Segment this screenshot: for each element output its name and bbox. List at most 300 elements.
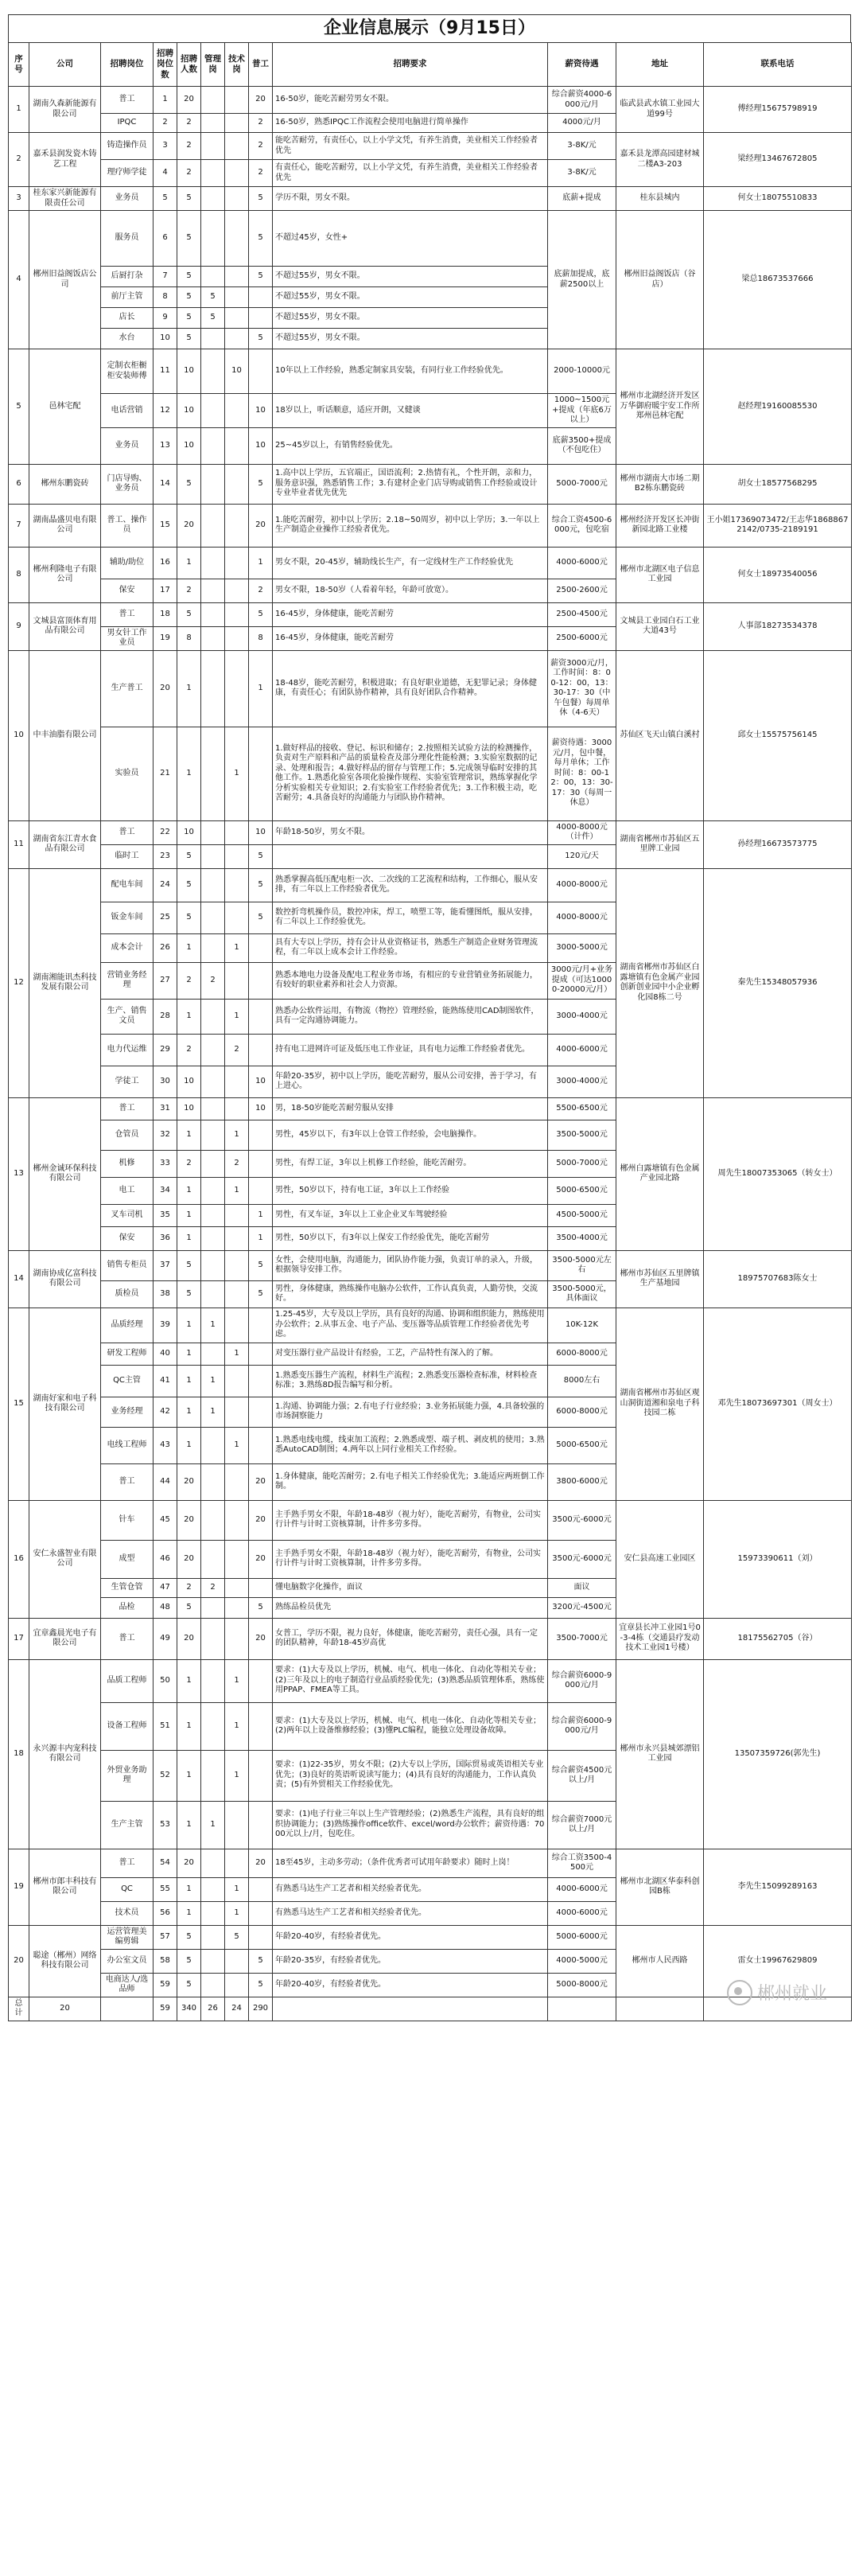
company-name: 郴州市郎丰科技有限公司 — [29, 1849, 101, 1925]
job-index: 58 — [154, 1949, 177, 1973]
worker-count: 5 — [249, 602, 273, 626]
tech-count — [225, 1066, 249, 1097]
hire-count: 1 — [177, 1901, 201, 1925]
worker-count: 5 — [249, 1973, 273, 1997]
tech-count: 1 — [225, 1702, 249, 1750]
tech-count — [225, 844, 249, 868]
management-count: 1 — [201, 1397, 225, 1427]
hire-count: 20 — [177, 504, 201, 547]
tech-count — [225, 464, 249, 504]
tech-count — [225, 267, 249, 287]
address: 湖南省郴州市苏仙区观山洞街道湘和泉电子科技园二栋 — [616, 1307, 704, 1500]
job-index: 11 — [154, 349, 177, 394]
management-count — [201, 394, 225, 428]
hire-count: 2 — [177, 1150, 201, 1177]
table-body — [9, 87, 852, 2021]
table-row — [9, 1997, 852, 2021]
job-title: 办公室文员 — [101, 1949, 154, 1973]
address: 苏仙区飞天山镇白溪村 — [616, 650, 704, 820]
tech-count — [225, 650, 249, 727]
management-count — [201, 727, 225, 820]
tech-count — [225, 187, 249, 211]
management-count — [201, 1973, 225, 1997]
salary-cell: 3000-5000元 — [548, 933, 616, 962]
hire-count: 5 — [177, 287, 201, 308]
job-title: 品质经理 — [101, 1307, 154, 1343]
requirements: 16-50岁，熟悉IPQC工作流程会使用电脑进行简单操作 — [273, 114, 548, 133]
worker-count — [249, 1307, 273, 1343]
job-index: 35 — [154, 1204, 177, 1226]
wechat-logo-icon — [727, 1980, 752, 2005]
table-row — [9, 1849, 852, 1877]
tech-count — [225, 1597, 249, 1618]
worker-count: 2 — [249, 114, 273, 133]
worker-count: 20 — [249, 1618, 273, 1659]
salary-cell: 4000-8000元 — [548, 868, 616, 902]
contact-phone: 胡女士18577568295 — [704, 464, 852, 504]
job-index: 22 — [154, 820, 177, 844]
contact-phone: 赵经理19160085530 — [704, 349, 852, 465]
management-count — [201, 87, 225, 114]
job-title: 营销业务经理 — [101, 962, 154, 999]
tech-count: 1 — [225, 1877, 249, 1901]
table-row — [9, 1925, 852, 1949]
management-count — [201, 133, 225, 160]
worker-count: 10 — [249, 394, 273, 428]
management-count — [201, 1925, 225, 1949]
management-count — [201, 602, 225, 626]
requirements: 1.高中以上学历，五官端正，国语流利；2.热情有礼，个性开朗，亲和力，服务意识强，熟悉销售工作；3.有建材企业门店导购或销售工作经验或设计专业毕业者优先优先 — [273, 464, 548, 504]
job-title: 电工 — [101, 1177, 154, 1204]
requirements: 16-45岁，身体健康，能吃苦耐劳 — [273, 602, 548, 626]
hire-count: 1 — [177, 1702, 201, 1750]
requirements: 具有大专以上学历，持有会计从业资格证书，熟悉生产制造企业财务管理流程，有二年以上成本会计工作经验。 — [273, 933, 548, 962]
row-number: 3 — [9, 187, 29, 211]
hire-count: 5 — [177, 868, 201, 902]
company-name: 郴州利隆电子有限公司 — [29, 547, 101, 602]
watermark — [727, 1980, 827, 2005]
address: 郴州市北湖区华泰科创园B栋 — [616, 1849, 704, 1925]
job-index: 34 — [154, 1177, 177, 1204]
company-name: 湖南好家和电子科技有限公司 — [29, 1307, 101, 1500]
row-number: 4 — [9, 211, 29, 349]
address: 桂东县城内 — [616, 187, 704, 211]
salary-cell: 综合工资4500-6000元，包吃宿 — [548, 504, 616, 547]
salary-cell: 3500-4000元 — [548, 1226, 616, 1250]
contact-phone: 傅经理15675798919 — [704, 87, 852, 133]
requirements: 1.能吃苦耐劳，初中以上学历；2.18~50周岁，初中以上学历；3.一年以上生产制造企业操作工经验者优先。 — [273, 504, 548, 547]
job-index: 31 — [154, 1097, 177, 1120]
management-count: 5 — [201, 308, 225, 329]
tech-count — [225, 602, 249, 626]
job-index: 47 — [154, 1578, 177, 1597]
requirements: 不超过55岁，男女不限。 — [273, 287, 548, 308]
tech-count — [225, 547, 249, 579]
worker-count: 5 — [249, 902, 273, 933]
management-count — [201, 1250, 225, 1280]
job-index: 6 — [154, 211, 177, 267]
table-row — [9, 187, 852, 211]
salary-cell: 5000-7000元 — [548, 1150, 616, 1177]
job-index: 52 — [154, 1750, 177, 1801]
tech-count — [225, 1463, 249, 1500]
job-index: 48 — [154, 1597, 177, 1618]
worker-count: 5 — [249, 267, 273, 287]
salary-cell: 4000-6000元 — [548, 547, 616, 579]
requirements: 16-45岁，身体健康，能吃苦耐劳 — [273, 626, 548, 650]
row-number: 17 — [9, 1618, 29, 1659]
salary-cell: 2500-6000元 — [548, 626, 616, 650]
table-row — [9, 87, 852, 114]
hire-count: 20 — [177, 1849, 201, 1877]
worker-count: 2 — [249, 579, 273, 602]
job-title: 普工 — [101, 1097, 154, 1120]
company-name: 湖南久森新能源有限公司 — [29, 87, 101, 133]
worker-count — [249, 1397, 273, 1427]
hire-count: 1 — [177, 1659, 201, 1702]
requirements: 男，18-50岁能吃苦耐劳服从安排 — [273, 1097, 548, 1120]
salary-cell: 底薪加提成，底薪2500以上 — [548, 211, 616, 349]
requirements: 男性，50岁以下，有3年以上保安工作经验优先，能吃苦耐劳 — [273, 1226, 548, 1250]
requirements: 男女不限，18-50岁（人看着年轻，年龄可放宽）。 — [273, 579, 548, 602]
job-index: 14 — [154, 464, 177, 504]
management-count — [201, 1540, 225, 1578]
salary-cell: 综合薪资4000-6000元/月 — [548, 87, 616, 114]
hire-count: 340 — [177, 1997, 201, 2021]
row-number: 5 — [9, 349, 29, 465]
job-index: 57 — [154, 1925, 177, 1949]
management-count — [201, 820, 225, 844]
management-count — [201, 1750, 225, 1801]
company-name: 桂东家兴新能源有限责任公司 — [29, 187, 101, 211]
hire-count: 5 — [177, 187, 201, 211]
tech-count — [225, 1307, 249, 1343]
tech-count — [225, 1226, 249, 1250]
hire-count: 5 — [177, 329, 201, 349]
management-count — [201, 1280, 225, 1307]
tech-count — [225, 160, 249, 187]
job-title: 普工 — [101, 1849, 154, 1877]
job-index: 46 — [154, 1540, 177, 1578]
column-header: 薪资待遇 — [548, 43, 616, 87]
tech-count: 1 — [225, 727, 249, 820]
requirements: 年龄20-35岁，初中以上学历，能吃苦耐劳，服从公司安排，善于学习，有上进心。 — [273, 1066, 548, 1097]
job-title: 保安 — [101, 1226, 154, 1250]
address: 郴州市湖南大市场二期B2栋东鹏瓷砖 — [616, 464, 704, 504]
job-index: 39 — [154, 1307, 177, 1343]
company-name: 湖南省东江青水食品有限公司 — [29, 820, 101, 868]
worker-count — [249, 1365, 273, 1397]
requirements: 年龄20-40岁，有经验者优先。 — [273, 1973, 548, 1997]
salary-cell: 5000-8000元 — [548, 1973, 616, 1997]
job-index: 17 — [154, 579, 177, 602]
requirements: 要求：(1)电子行业三年以上生产管理经验；(2)熟悉生产流程，具有良好的组织协调能力；(3)熟练操作office软件、excel/word办公软件；薪资待遇：7000元以上/月，包吃住。 — [273, 1801, 548, 1849]
salary-cell: 3500-5000元，具体面议 — [548, 1280, 616, 1307]
management-count — [201, 1463, 225, 1500]
job-title: 店长 — [101, 308, 154, 329]
job-title: 设备工程师 — [101, 1702, 154, 1750]
tech-count — [225, 962, 249, 999]
company-name: 郴州旧益阁饭店公司 — [29, 211, 101, 349]
job-title: 普工 — [101, 820, 154, 844]
tech-count — [225, 394, 249, 428]
hire-count: 2 — [177, 133, 201, 160]
job-index: 24 — [154, 868, 177, 902]
requirements: 18岁以上，听话顺意，适应开朗，又健谈 — [273, 394, 548, 428]
job-index: 10 — [154, 329, 177, 349]
hire-count: 1 — [177, 650, 201, 727]
management-count — [201, 504, 225, 547]
hire-count: 1 — [177, 1427, 201, 1463]
worker-count: 10 — [249, 820, 273, 844]
salary-cell: 3000-4000元 — [548, 999, 616, 1034]
hire-count: 1 — [177, 1397, 201, 1427]
hire-count: 2 — [177, 114, 201, 133]
salary-cell: 4000-6000元 — [548, 1877, 616, 1901]
tech-count — [225, 427, 249, 464]
requirements: 18-48岁，能吃苦耐劳，积极进取；有良好职业道德，无犯罪记录；身体健康，有责任心；有团队协作精神，具有良好团队合作精神。 — [273, 650, 548, 727]
tech-count: 24 — [225, 1997, 249, 2021]
job-index: 8 — [154, 287, 177, 308]
hire-count: 10 — [177, 1097, 201, 1120]
worker-count: 290 — [249, 1997, 273, 2021]
company-name: 湖南协成亿富科技有限公司 — [29, 1250, 101, 1307]
salary-cell: 1000~1500元+提成（年底6万以上） — [548, 394, 616, 428]
table-row — [9, 650, 852, 727]
tech-count: 1 — [225, 933, 249, 962]
job-title: 男女针工作业员 — [101, 626, 154, 650]
job-title: 辅助/助位 — [101, 547, 154, 579]
job-title: 学徒工 — [101, 1066, 154, 1097]
salary-cell: 5000-6500元 — [548, 1177, 616, 1204]
worker-count: 20 — [249, 1540, 273, 1578]
hire-count: 20 — [177, 1463, 201, 1500]
table-row — [9, 349, 852, 394]
column-header: 招聘要求 — [273, 43, 548, 87]
requirements: 对变压器行业产品设计有经验，工艺，产品特性有深入的了解。 — [273, 1343, 548, 1365]
management-count — [201, 1427, 225, 1463]
row-number: 6 — [9, 464, 29, 504]
hire-count: 1 — [177, 1801, 201, 1849]
requirements: 男性，50岁以下，持有电工证，3年以上工作经验 — [273, 1177, 548, 1204]
management-count — [201, 329, 225, 349]
worker-count: 20 — [249, 87, 273, 114]
salary-cell: 3800-6000元 — [548, 1463, 616, 1500]
job-index: 26 — [154, 933, 177, 962]
management-count — [201, 1226, 225, 1250]
worker-count — [249, 1877, 273, 1901]
salary-cell: 5500-6500元 — [548, 1097, 616, 1120]
requirements — [273, 1997, 548, 2021]
salary-cell: 3-8K/元 — [548, 160, 616, 187]
salary-cell — [548, 1997, 616, 2021]
table-row — [9, 504, 852, 547]
hire-count: 5 — [177, 1250, 201, 1280]
job-title: 仓管员 — [101, 1120, 154, 1150]
tech-count: 1 — [225, 1427, 249, 1463]
worker-count: 1 — [249, 650, 273, 727]
management-count — [201, 1901, 225, 1925]
salary-cell: 底薪+提成 — [548, 187, 616, 211]
salary-cell: 4000元/月 — [548, 114, 616, 133]
hire-count: 2 — [177, 1034, 201, 1066]
management-count — [201, 1702, 225, 1750]
worker-count: 20 — [249, 504, 273, 547]
watermark-text: 郴州就业 — [756, 1984, 827, 2004]
salary-cell: 3500元-6000元 — [548, 1500, 616, 1540]
column-header: 招聘岗位数 — [154, 43, 177, 87]
job-index: 23 — [154, 844, 177, 868]
job-title: 电商达人/选品师 — [101, 1973, 154, 1997]
column-header: 招聘岗位 — [101, 43, 154, 87]
management-count — [201, 1097, 225, 1120]
requirements: 有责任心，能吃苦耐劳，以上小学文凭，有养生消费，美业相关工作经验者优先 — [273, 160, 548, 187]
salary-cell: 4000-6000元 — [548, 1901, 616, 1925]
job-title: QC — [101, 1877, 154, 1901]
worker-count: 10 — [249, 427, 273, 464]
requirements: 有熟悉马达生产工艺者和相关经验者优先。 — [273, 1877, 548, 1901]
job-index: 33 — [154, 1150, 177, 1177]
tech-count — [225, 504, 249, 547]
job-title: 水台 — [101, 329, 154, 349]
hire-count: 5 — [177, 1973, 201, 1997]
requirements: 年龄20-35岁，有经验者优先。 — [273, 1949, 548, 1973]
worker-count — [249, 1659, 273, 1702]
tech-count — [225, 1801, 249, 1849]
worker-count — [249, 308, 273, 329]
worker-count: 5 — [249, 1280, 273, 1307]
salary-cell: 底薪3500+提成（不包吃住） — [548, 427, 616, 464]
row-number: 14 — [9, 1250, 29, 1307]
management-count — [201, 1949, 225, 1973]
address: 临武县武水镇工业园大道99号 — [616, 87, 704, 133]
job-title: 生产、销售文员 — [101, 999, 154, 1034]
table-row — [9, 547, 852, 579]
tech-count: 10 — [225, 349, 249, 394]
job-index: 42 — [154, 1397, 177, 1427]
management-count — [201, 547, 225, 579]
job-index: 15 — [154, 504, 177, 547]
job-title: IPQC — [101, 114, 154, 133]
address: 郴州市苏仙区五里牌镇生产基地园 — [616, 1250, 704, 1307]
tech-count: 1 — [225, 1750, 249, 1801]
job-index: 16 — [154, 547, 177, 579]
hire-count: 1 — [177, 547, 201, 579]
worker-count: 5 — [249, 464, 273, 504]
tech-count — [225, 329, 249, 349]
job-index: 37 — [154, 1250, 177, 1280]
hire-count: 10 — [177, 427, 201, 464]
requirements: 不超过55岁，男女不限。 — [273, 308, 548, 329]
salary-cell: 3200元-4500元 — [548, 1597, 616, 1618]
job-title: 生管仓管 — [101, 1578, 154, 1597]
company-name: 安仁永盛智业有限公司 — [29, 1500, 101, 1618]
requirements: 25~45岁以上，有销售经验优先。 — [273, 427, 548, 464]
row-number: 10 — [9, 650, 29, 820]
job-index: 20 — [154, 650, 177, 727]
requirements: 男性，有焊工证，3年以上机修工作经验，能吃苦耐劳。 — [273, 1150, 548, 1177]
management-count — [201, 1204, 225, 1226]
job-index: 59 — [154, 1973, 177, 1997]
address — [616, 1997, 704, 2021]
column-header: 联系电话 — [704, 43, 852, 87]
job-index: 7 — [154, 267, 177, 287]
worker-count — [249, 1901, 273, 1925]
job-title: 前厅主管 — [101, 287, 154, 308]
salary-cell: 薪资3000元/月，工作时间：8：00-12：00，13：30-17：30（中午包餐）每周单休（4-6天） — [548, 650, 616, 727]
tech-count — [225, 1578, 249, 1597]
worker-count — [249, 1925, 273, 1949]
requirements: 男性，有叉车证，3年以上工业企业叉车驾驶经验 — [273, 1204, 548, 1226]
table-row — [9, 602, 852, 626]
salary-cell: 6000-8000元 — [548, 1343, 616, 1365]
worker-count — [249, 962, 273, 999]
management-count: 1 — [201, 1365, 225, 1397]
hire-count: 5 — [177, 211, 201, 267]
job-index: 54 — [154, 1849, 177, 1877]
salary-cell: 3000元/月+业务提成（可达10000-20000元/月） — [548, 962, 616, 999]
contact-phone: 邓先生18073697301（周女士） — [704, 1307, 852, 1500]
hire-count: 10 — [177, 349, 201, 394]
requirements: 男性，45岁以下，有3年以上仓管工作经验，会电脑操作。 — [273, 1120, 548, 1150]
company-name: 嘉禾县润发瓷木铸艺工程 — [29, 133, 101, 187]
job-index: 5 — [154, 187, 177, 211]
worker-count: 10 — [249, 1066, 273, 1097]
job-title: 研发工程师 — [101, 1343, 154, 1365]
job-index: 3 — [154, 133, 177, 160]
row-number: 19 — [9, 1849, 29, 1925]
hire-count: 1 — [177, 1365, 201, 1397]
salary-cell: 5000-6500元 — [548, 1427, 616, 1463]
tech-count: 1 — [225, 999, 249, 1034]
management-count — [201, 267, 225, 287]
worker-count — [249, 1801, 273, 1849]
job-index: 40 — [154, 1343, 177, 1365]
job-index: 43 — [154, 1427, 177, 1463]
job-index: 32 — [154, 1120, 177, 1150]
requirements: 不超过55岁，男女不限。 — [273, 329, 548, 349]
requirements: 有熟悉马达生产工艺者和相关经验者优先。 — [273, 1901, 548, 1925]
job-index: 12 — [154, 394, 177, 428]
row-number: 9 — [9, 602, 29, 650]
hire-count: 5 — [177, 267, 201, 287]
hire-count: 1 — [177, 1120, 201, 1150]
company-name: 文城县富顶体育用品有限公司 — [29, 602, 101, 650]
job-title: 成本会计 — [101, 933, 154, 962]
hire-count: 1 — [177, 1343, 201, 1365]
worker-count: 1 — [249, 1204, 273, 1226]
job-title: 普工 — [101, 602, 154, 626]
requirements: 主手熟手男女不限，年龄18-48岁（视力好），能吃苦耐劳，有物业，公司实行计件与计时工资核算制，计件多劳多得。 — [273, 1540, 548, 1578]
job-index: 59 — [154, 1997, 177, 2021]
management-count — [201, 933, 225, 962]
worker-count: 5 — [249, 187, 273, 211]
worker-count: 10 — [249, 1097, 273, 1120]
job-index: 29 — [154, 1034, 177, 1066]
tech-count — [225, 133, 249, 160]
management-count — [201, 1120, 225, 1150]
job-index: 44 — [154, 1463, 177, 1500]
company-name: 20 — [29, 1997, 101, 2021]
tech-count — [225, 1204, 249, 1226]
hire-count: 1 — [177, 1750, 201, 1801]
tech-count — [225, 211, 249, 267]
worker-count: 5 — [249, 1597, 273, 1618]
job-title: 品检 — [101, 1597, 154, 1618]
page-title: 企业信息展示（9月15日） — [8, 14, 851, 42]
hire-count: 1 — [177, 933, 201, 962]
management-count: 5 — [201, 287, 225, 308]
